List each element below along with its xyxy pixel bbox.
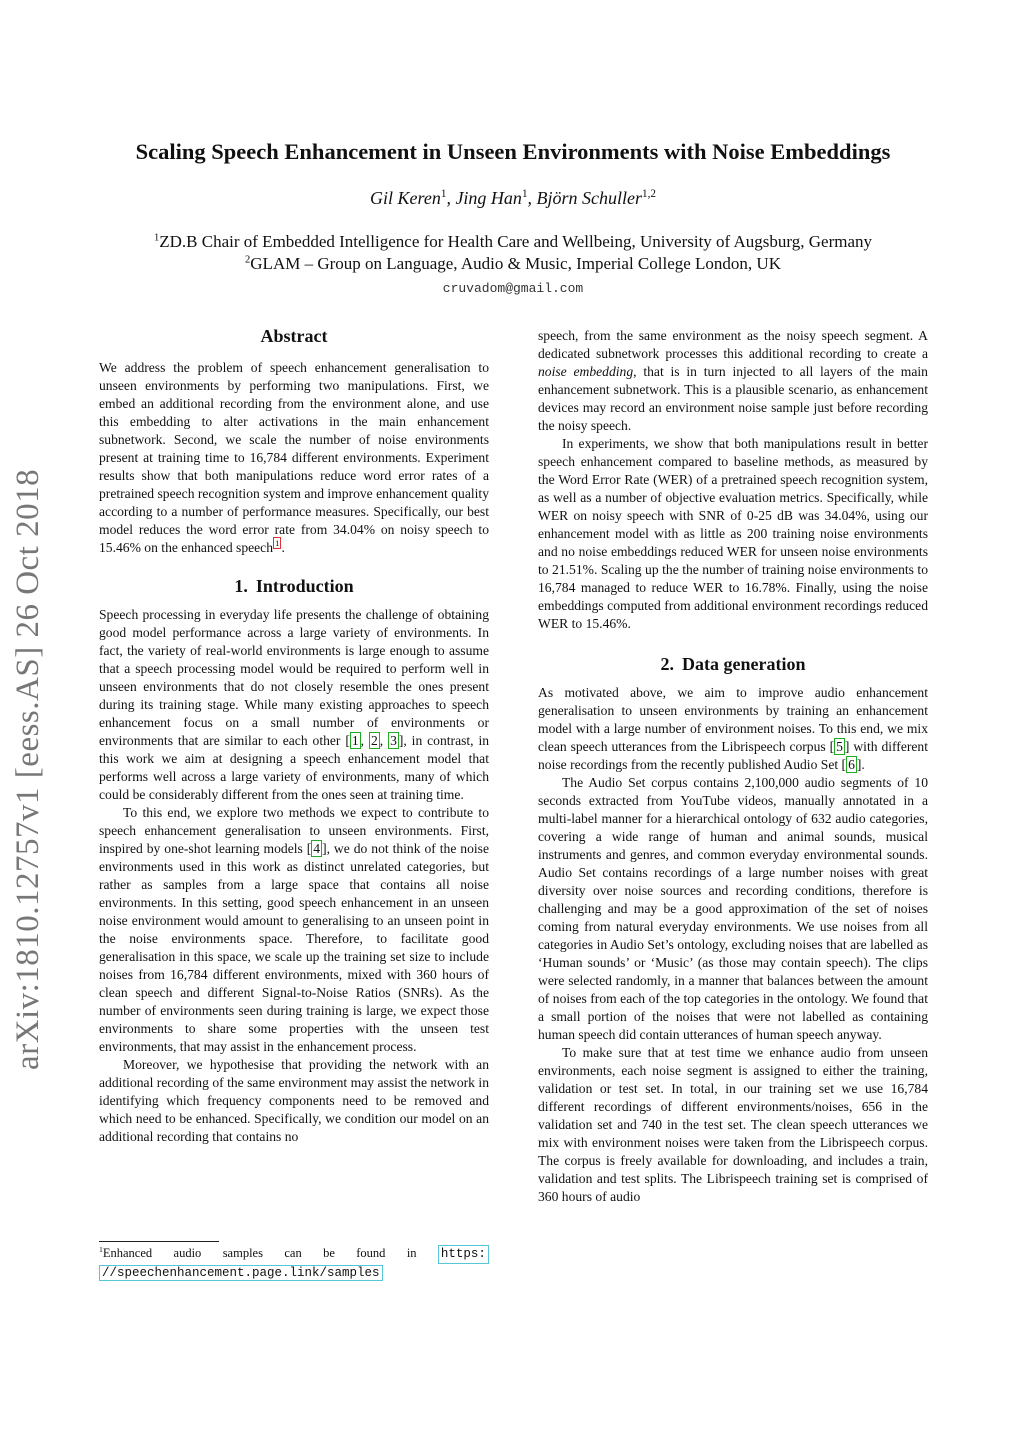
- arxiv-id: arXiv:1810.12757v1 [eess.AS] 26 Oct 2018: [10, 468, 46, 1070]
- citation-link[interactable]: 6: [848, 757, 855, 772]
- affiliation: [90, 254, 936, 274]
- footnote-word: in: [406, 1246, 417, 1260]
- section-heading-data-generation: [538, 655, 928, 673]
- citation-link[interactable]: 3: [390, 733, 397, 748]
- footnote-word: audio: [173, 1246, 202, 1260]
- footnote-mark: 1: [99, 1244, 103, 1254]
- section-number: 1.: [234, 576, 248, 596]
- intro-paragraph-4: In experiments, we show that both manipulations result in better speech enhancement compared to baseline methods, as measured by the Word Error Rate (WER) of a pretrained speech recognition system, as well as a number of objective evaluation metrics. Specifically, while WER on noisy speech with SNR of 0-25 dB was 34.04%, using our enhancement model with as little as 200 training noise environments and no noise embeddings reduced WER for unseen noise environments to 21.51%. Scaling up the the number of training noise environments to 16,784 managed to reduce WER to 16.78%. Finally, using the noise embeddings computed from additional environment recordings reduced WER to 15.46%.: [538, 436, 928, 631]
- author-affiliation-mark: 1,2: [642, 188, 656, 200]
- footnote-rule: [99, 1241, 219, 1242]
- author-affiliation-mark: 1: [521, 188, 528, 200]
- footnote-word: [99, 1245, 152, 1264]
- affiliation-text: ZD.B Chair of Embedded Intelligence for Health Care and Wellbeing, University of Augsburg, Germany: [159, 232, 873, 251]
- affiliation-mark: 2: [245, 254, 251, 266]
- datagen-paragraph-1: [538, 684, 928, 774]
- footnote-line: [99, 1245, 489, 1264]
- footnote-word: samples: [222, 1246, 263, 1260]
- paragraph-text: ], we do not think of the noise environments used in this work as distinct unrelated categories, but rather as samples from a large space that contains all noise environments. In this setting, good speech enhancement in an unseen noise environment would amount to generalising to an unseen point in the noise environments space. Therefore, to facilitate good generalisation in this space, we scale up the training set size to include noises from 16,784 different environments, mixed with 360 hours of clean speech and different Signal-to-Noise Ratios (SNRs). As the number of environments seen during training is large, we expect those environments to share some properties with the unseen test environments, that may assist in the enhancement process.: [99, 841, 489, 1054]
- footnote-link[interactable]: 1: [275, 538, 280, 549]
- intro-paragraph-2: [99, 804, 489, 1056]
- footnote: [99, 1245, 489, 1282]
- section-heading-introduction: [99, 577, 489, 595]
- intro-paragraph-3-continued: [538, 327, 928, 435]
- abstract-end: .: [281, 540, 285, 555]
- paragraph-text: Speech processing in everyday life presents the challenge of obtaining good model performance across a large variety of environments. In fact, the variety of real-world environments is large enough to assume that a speech processing model would be required to perform well in unseen environments that do not closely resemble the ones present during its training stage. While many existing approaches to speech enhancement focus on a small number of environments or environments that are similar to each other [: [99, 607, 489, 748]
- section-number: 2.: [660, 654, 674, 674]
- paper-title: Scaling Speech Enhancement in Unseen Environments with Noise Embeddings: [135, 139, 891, 164]
- author-list: Gil Keren$^1$, Jing Han$^1$, Björn Schuller$^{1,2}$: [370, 188, 656, 208]
- author-name: Gil Keren: [370, 188, 441, 208]
- author-name: Björn Schuller: [536, 188, 643, 208]
- affiliation-mark: 1: [153, 232, 160, 244]
- datagen-paragraph-2: The Audio Set corpus contains 2,100,000 audio segments of 10 seconds extracted from YouTube videos, manually annotated in a multi-label manner for a hierarchical ontology of 632 audio categories, covering a wide range of human and animal sounds, musical instruments and genres, and common everyday environmental sounds. Audio Set contains recordings of a large number noises with great diversity over noise sources and recording conditions, therefore is challenging and may be a good approximation of the set of noises coming from natural everyday environments. We use noises from all categories in Audio Set’s ontology, excluding noises that are labelled as ‘Human sounds’ or ‘Music’ (as those may contain speech). The clips were selected randomly, in a manner that balances between the amount of noises from each of the top categories in the ontology. We found that a small portion of the noises that were not labelled as containing human speech did contain utterances of human speech anyway.: [538, 775, 928, 1042]
- citation-link[interactable]: 4: [313, 841, 321, 856]
- emphasis-term: noise embedding: [538, 364, 634, 379]
- paragraph-text: To this end, we explore two methods we expect to contribute to speech enhancement generalisation to unseen environments. First, inspired by one-shot learning models [: [99, 805, 489, 856]
- footnote-word-text: Enhanced: [102, 1246, 153, 1260]
- samples-url-link[interactable]: https:: [438, 1245, 489, 1264]
- author-affiliation-mark: 1: [440, 188, 447, 200]
- intro-paragraph-1: Speech processing in everyday life presents the challenge of obtaining good model performance across a large variety of environments. In fact, the variety of real-world environments is large enough to assume that a speech processing model would be required to perform well in unseen environments that do not closely resemble the ones present during its training stage. While many existing approaches to speech enhancement focus on a small number of environments or environments that are similar to each other [ 1 , 2 , 3 ], in contrast, in this work we aim at designing a speech enhancement model that performs well across a large variety of environments, many of which could be considerably different from the ones seen at training time.: [99, 607, 490, 802]
- paragraph-text: speech, from the same environment as the noisy speech segment. A dedicated subnetwork processes this additional recording to create a: [538, 328, 928, 361]
- paragraph-text: ] with different noise recordings from the recently published Audio Set [: [538, 739, 928, 772]
- abstract-body: We address the problem of speech enhancement generalisation to unseen environments by performing two manipulations. First, we embed an additional recording from the environment alone, and use this embedding to alter activations in the main enhancement subnetwork. Second, we scale the number of noise environments present at training time to 16,784 different environments. Experiment results show that both manipulations reduce word error rates of a pretrained speech recognition system and improve enhancement quality according to a number of performance measures. Specifically, our best model reduces the word error rate from 34.04% on noisy speech to 15.46% on the enhanced speech: [99, 360, 489, 555]
- footnote-word: found: [356, 1246, 386, 1260]
- abstract-heading: Abstract: [260, 326, 328, 346]
- section-title: Introduction: [255, 576, 354, 596]
- footnote-line: [99, 1264, 489, 1282]
- citation-link[interactable]: 1: [351, 733, 359, 748]
- citation-link[interactable]: 5: [836, 739, 843, 754]
- right-column: [538, 327, 928, 1206]
- samples-url-link[interactable]: //speechenhancement.page.link/samples: [99, 1265, 383, 1281]
- footnote-word: be: [323, 1246, 335, 1260]
- left-column: [99, 327, 489, 1146]
- paragraph-text: As motivated above, we aim to improve audio enhancement generalisation to unseen environments by training an enhancement model with a large number of environment noises. To this end, we mix clean speech utterances from the Librispeech corpus [: [538, 685, 928, 754]
- affiliation: [90, 232, 936, 252]
- affiliation-text: GLAM – Group on Language, Audio & Music, Imperial College London, UK: [250, 254, 781, 273]
- paragraph-text: , that is in turn injected to all layers of the main enhancement subnetwork. This is a plausible scenario, as enhancement devices may record an environment noise sample just before recording the noisy speech.: [538, 364, 928, 433]
- section-title: Data generation: [682, 654, 806, 674]
- datagen-paragraph-3: To make sure that at test time we enhance audio from unseen environments, each noise segment is assigned to either the training, validation or test set. In total, in our training set we use 16,784 different recordings of different environments/noises, 656 in the validation set and 740 in the test set. The clean speech utterances we mix with environment noises were taken from the Librispeech corpus. The corpus is freely available for downloading, and includes a train, validation and test splits. The Librispeech training set is comprised of 360 hours of audio: [538, 1045, 928, 1204]
- abstract-text: [99, 359, 489, 557]
- citation-link[interactable]: 2: [370, 733, 378, 748]
- intro-paragraph-3: Moreover, we hypothesise that providing the network with an additional recording of the same environment may assist the network in identifying which frequency components need to be removed and which need to be enhanced. Specifically, we condition our model on an additional recording that contains no: [99, 1057, 489, 1144]
- paragraph-text: ], in contrast, in this work we aim at designing a speech enhancement model that performs well across a large variety of environments, many of which could be considerably different from the ones seen at training time.: [99, 733, 490, 802]
- paragraph-text: ].: [856, 757, 865, 772]
- footnote-word: can: [284, 1246, 302, 1260]
- arxiv-stamp: [0, 0, 60, 1448]
- contact-email[interactable]: cruvadom@gmail.com: [442, 281, 584, 296]
- author-name: Jing Han: [455, 188, 522, 208]
